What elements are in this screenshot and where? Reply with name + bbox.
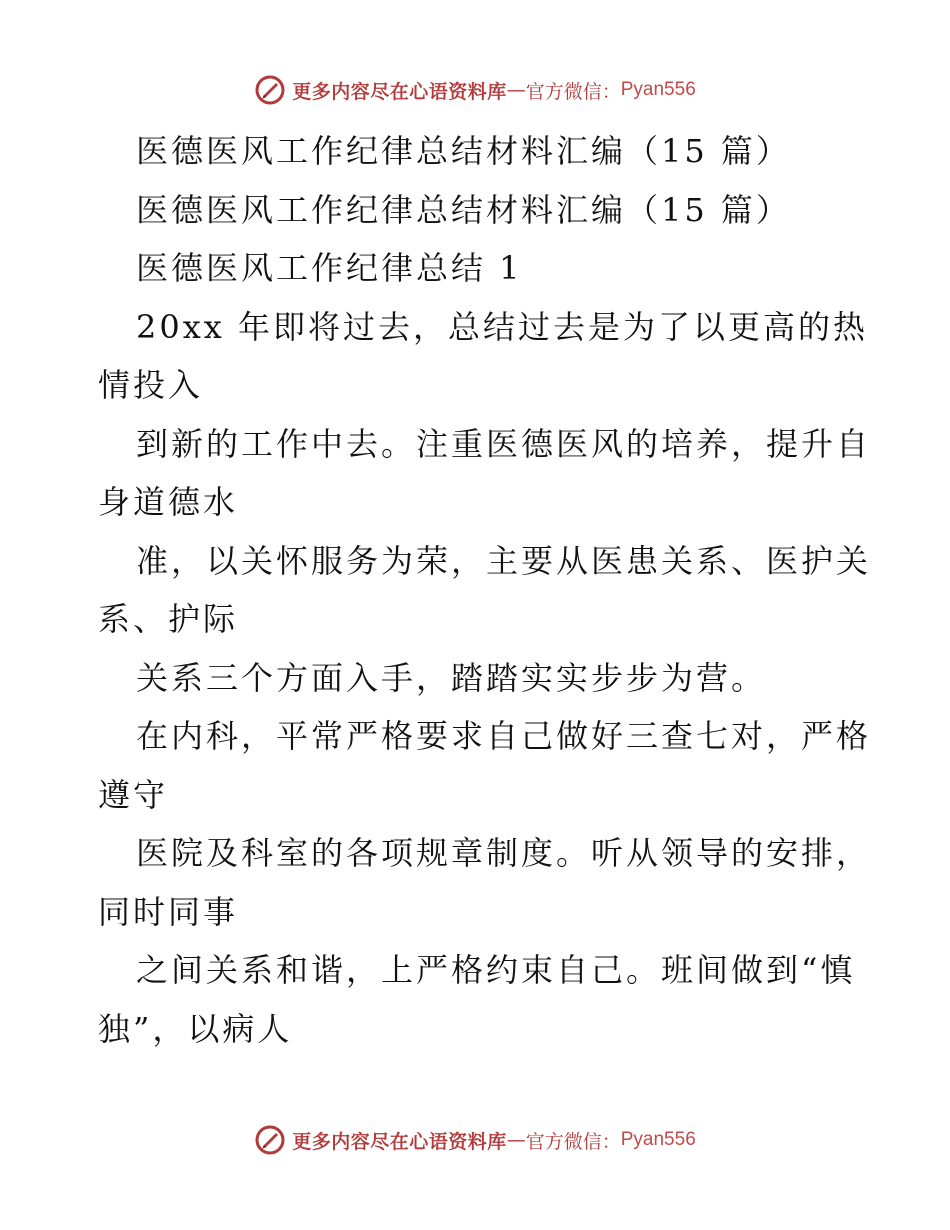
banner-dash: —	[506, 79, 526, 101]
banner-wechat-label: 官方微信：	[525, 80, 621, 103]
text-line: 独”，以病人	[98, 1009, 293, 1048]
header-banner	[0, 70, 950, 110]
text-line: 准，以关怀服务为荣，主要从医患关系、医护关	[136, 541, 872, 580]
text-line: 20xx 年即将过去，总结过去是为了以更高的热	[136, 307, 868, 346]
section-heading: 医德医风工作纪律总结 1	[136, 249, 523, 287]
text-line: 医院及科室的各项规章制度。听从领导的安排，	[136, 834, 872, 872]
quill-pen-logo-icon	[254, 1124, 286, 1156]
document-subtitle: 医德医风工作纪律总结材料汇编（15 篇）	[136, 190, 791, 229]
text-line: 到新的工作中去。注重医德医风的培养，提升自	[136, 424, 872, 463]
text-line: 关系三个方面入手，踏踏实实步步为营。	[136, 658, 767, 697]
document-title: 医德医风工作纪律总结材料汇编（15 篇）	[136, 132, 791, 170]
banner-text: 更多内容尽在心语资料库	[292, 1130, 507, 1153]
text-line: 在内科，平常严格要求自己做好三查七对，严格	[136, 717, 872, 755]
quill-pen-logo-icon	[254, 74, 286, 106]
text-line: 系、护际	[98, 600, 239, 638]
banner-wechat-id: Pyan556	[620, 79, 696, 100]
text-line: 同时同事	[98, 892, 239, 931]
banner-text: 更多内容尽在心语资料库	[292, 80, 507, 103]
document-body	[98, 122, 872, 1058]
text-line: 身道德水	[98, 483, 239, 521]
text-line: 遵守	[98, 775, 169, 814]
text-line: 之间关系和谐，上严格约束自己。班间做到“慎	[136, 951, 856, 989]
banner-wechat-label: 官方微信：	[525, 1130, 621, 1153]
footer-banner	[0, 1120, 950, 1160]
banner-dash: —	[506, 1129, 526, 1151]
text-line: 情投入	[98, 366, 204, 404]
banner-wechat-id: Pyan556	[620, 1129, 696, 1150]
